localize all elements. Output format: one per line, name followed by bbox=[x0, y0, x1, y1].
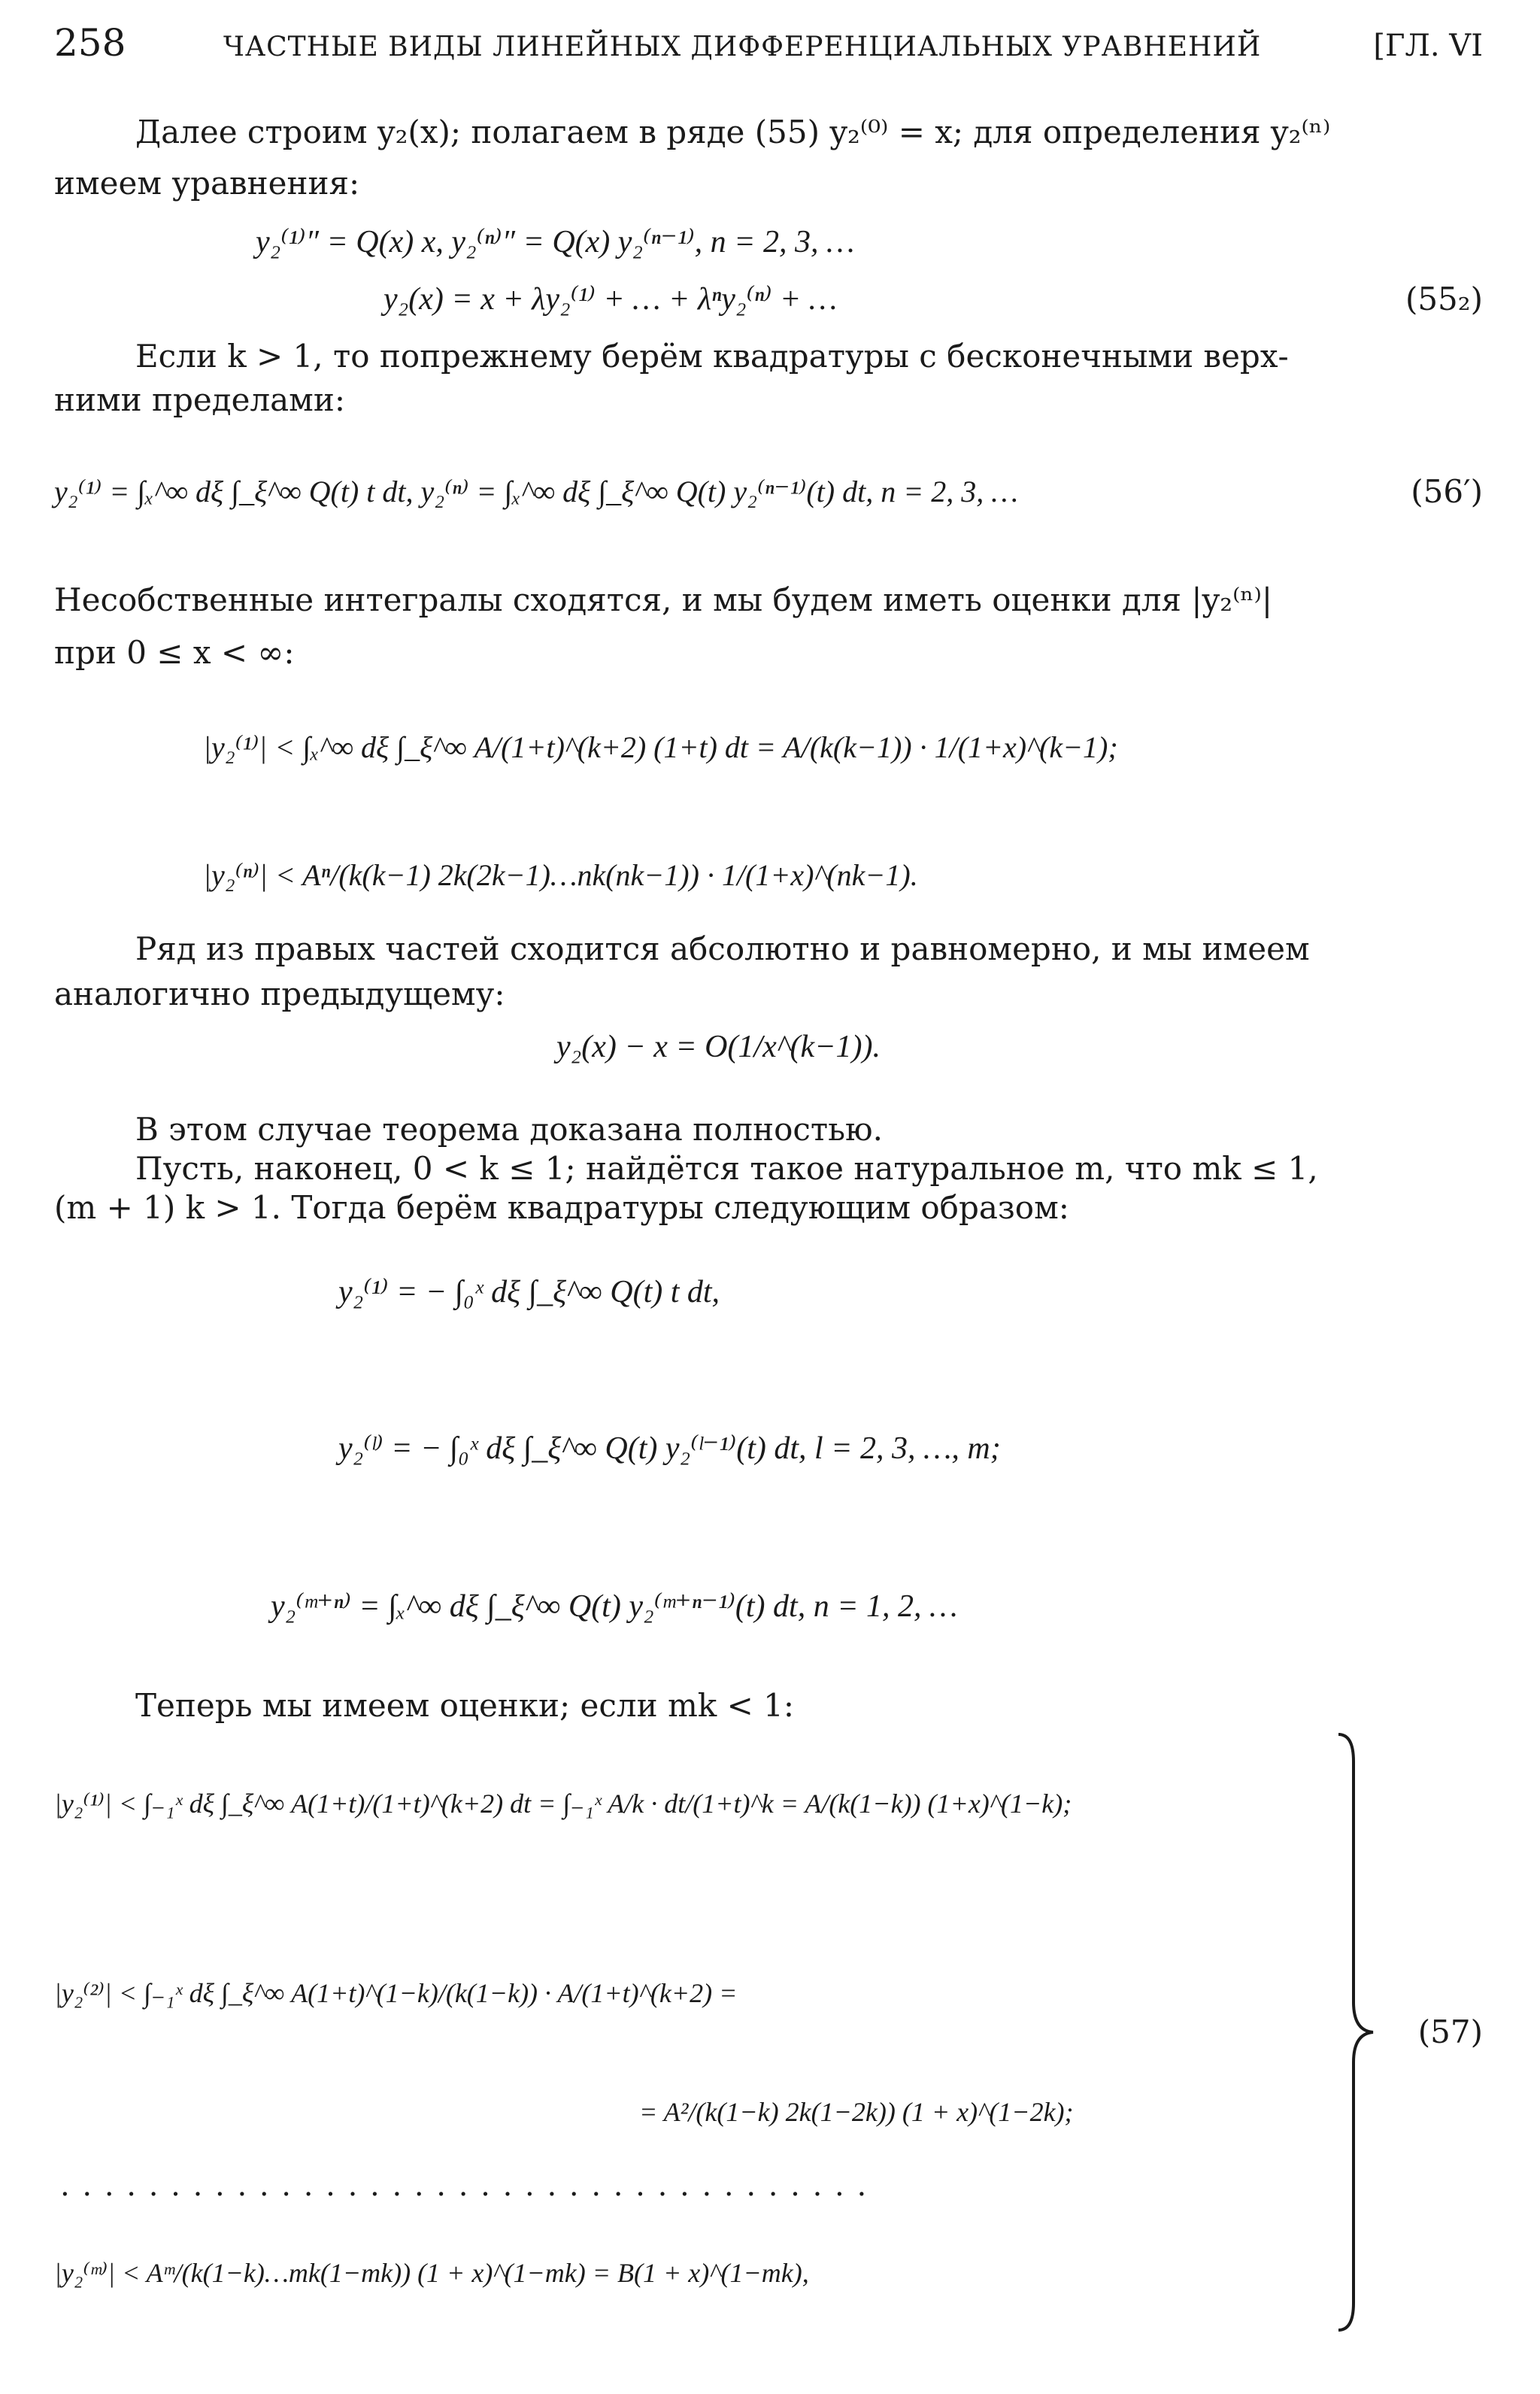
paragraph-6-line-1: Пусть, наконец, 0 < k ≤ 1; найдётся такое натуральное m, что mk ≤ 1, bbox=[135, 1150, 1318, 1187]
paragraph-3-line-2: при 0 ≤ x < ∞: bbox=[54, 634, 295, 671]
asymptotic-formula: y₂(x) − x = O(1/x^(k−1)). bbox=[556, 1030, 881, 1064]
paragraph-1-line-2: имеем уравнения: bbox=[54, 165, 360, 202]
paragraph-6-line-2: (m + 1) k > 1. Тогда берём квадратуры следующим образом: bbox=[54, 1189, 1069, 1226]
paragraph-4-line-1: Ряд из правых частей сходится абсолютно и равномерно, и мы имеем bbox=[135, 930, 1310, 967]
equation-number-56: (56′) bbox=[1411, 473, 1483, 510]
equation-number-57: (57) bbox=[1417, 2013, 1483, 2050]
paragraph-2-line-2: ними пределами: bbox=[54, 381, 345, 418]
curly-brace-icon bbox=[1334, 1731, 1379, 2333]
page-number: 258 bbox=[54, 21, 126, 65]
estimate-first: |y₂⁽¹⁾| < ∫ₓ^∞ dξ ∫_ξ^∞ A/(1+t)^(k+2) (1+t) dt = A/(k(k−1)) · 1/(1+x)^(k−1); bbox=[203, 730, 1118, 764]
quadrature-1: y₂⁽¹⁾ = − ∫₀ˣ dξ ∫_ξ^∞ Q(t) t dt, bbox=[338, 1275, 720, 1309]
paragraph-1-line-1: Далее строим y₂(x); полагаем в ряде (55) y₂⁽⁰⁾ = x; для определения y₂⁽ⁿ⁾ bbox=[135, 114, 1331, 150]
estimate-57-m: |y₂⁽ᵐ⁾| < Aᵐ/(k(1−k)…mk(1−mk)) (1 + x)^(1−mk) = B(1 + x)^(1−mk), bbox=[54, 2258, 809, 2288]
chapter-title: ЧАСТНЫЕ ВИДЫ ЛИНЕЙНЫХ ДИФФЕРЕНЦИАЛЬНЫХ УРАВНЕНИЙ bbox=[223, 32, 1262, 62]
estimate-n: |y₂⁽ⁿ⁾| < Aⁿ/(k(k−1) 2k(2k−1)…nk(nk−1)) · 1/(1+x)^(nk−1). bbox=[203, 858, 918, 892]
paragraph-2-line-1: Если k > 1, то попрежнему берём квадратуры с бесконечными верх- bbox=[135, 338, 1289, 375]
equation-series: y₂(x) = x + λy₂⁽¹⁾ + … + λⁿy₂⁽ⁿ⁾ + … bbox=[383, 282, 838, 317]
running-head bbox=[54, 21, 1483, 66]
quadrature-m-plus-n: y₂⁽ᵐ⁺ⁿ⁾ = ∫ₓ^∞ dξ ∫_ξ^∞ Q(t) y₂⁽ᵐ⁺ⁿ⁻¹⁾(t) dt, n = 1, 2, … bbox=[271, 1589, 958, 1624]
paragraph-4-line-2: аналогично предыдущему: bbox=[54, 976, 505, 1012]
estimate-57-second-cont: = A²/(k(1−k) 2k(1−2k)) (1 + x)^(1−2k); bbox=[639, 2097, 1074, 2127]
equation-56: y₂⁽¹⁾ = ∫ₓ^∞ dξ ∫_ξ^∞ Q(t) t dt, y₂⁽ⁿ⁾ = ∫ₓ^∞ dξ ∫_ξ^∞ Q(t) y₂⁽ⁿ⁻¹⁾(t) dt, n = 2, 3, … bbox=[54, 475, 1018, 508]
paragraph-7: Теперь мы имеем оценки; если mk < 1: bbox=[135, 1687, 794, 1724]
estimate-57-first: |y₂⁽¹⁾| < ∫₋₁ˣ dξ ∫_ξ^∞ A(1+t)/(1+t)^(k+2) dt = ∫₋₁ˣ A/k · dt/(1+t)^k = A/(k(1−k)) (1+x)^(1−k); bbox=[54, 1789, 1072, 1819]
estimate-57-second: |y₂⁽²⁾| < ∫₋₁ˣ dξ ∫_ξ^∞ A(1+t)^(1−k)/(k(1−k)) · A/(1+t)^(k+2) = bbox=[54, 1978, 738, 2008]
paragraph-3-line-1: Несобственные интегралы сходятся, и мы будем иметь оценки для |y₂⁽ⁿ⁾| bbox=[54, 581, 1273, 618]
row-of-dots: . . . . . . . . . . . . . . . . . . . . . . . . . . . . . . . . . . . . . bbox=[60, 2168, 869, 2203]
paragraph-5: В этом случае теорема доказана полностью. bbox=[135, 1111, 883, 1148]
equation-recurrence: y₂⁽¹⁾″ = Q(x) x, y₂⁽ⁿ⁾″ = Q(x) y₂⁽ⁿ⁻¹⁾, n = 2, 3, … bbox=[256, 225, 855, 259]
equation-number-55-2: (55₂) bbox=[1405, 281, 1483, 317]
quadrature-l: y₂⁽ˡ⁾ = − ∫₀ˣ dξ ∫_ξ^∞ Q(t) y₂⁽ˡ⁻¹⁾(t) dt, l = 2, 3, …, m; bbox=[338, 1431, 1001, 1466]
chapter-reference: [ГЛ. VI bbox=[1373, 29, 1483, 63]
